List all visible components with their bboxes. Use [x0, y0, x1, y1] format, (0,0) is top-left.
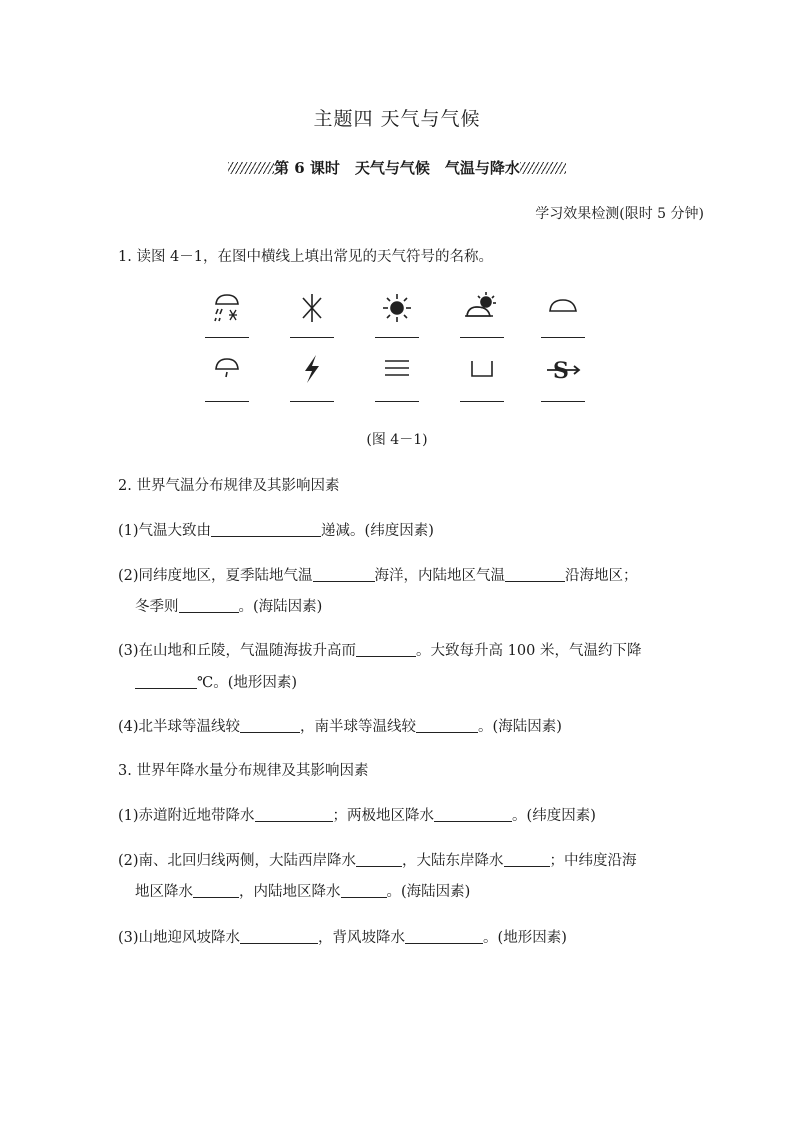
answer-line-6[interactable] — [205, 401, 249, 402]
answer-line-9[interactable] — [460, 401, 504, 402]
blank[interactable] — [341, 896, 387, 898]
answer-line-4[interactable] — [460, 337, 504, 338]
frost-icon — [290, 286, 334, 330]
subtitle-text: 第 6 课时 天气与气候 气温与降水 — [274, 159, 520, 177]
hatch-decoration-right — [520, 162, 566, 174]
page-title: 主题四 天气与气候 — [313, 108, 481, 130]
sandstorm-icon — [541, 347, 585, 391]
q3-item-2-cont: 地区降水 ，内陆地区降水 。(海陆因素) — [135, 884, 471, 900]
q3-item-2: (2)南、北回归线两侧，大陆西岸降水 ，大陆东岸降水 ；中纬度沿海 — [118, 853, 637, 869]
answer-line-10[interactable] — [541, 401, 585, 402]
q2-item-2-cont: 冬季则 。(海陆因素) — [135, 599, 323, 615]
time-limit-note: 学习效果检测(限时 5 分钟) — [535, 206, 704, 222]
blank[interactable] — [356, 655, 416, 657]
q2-item-1: (1)气温大致由 递减。(纬度因素) — [118, 523, 434, 539]
figure-caption: (图 4－1) — [366, 432, 428, 448]
q2-stem: 2. 世界气温分布规律及其影响因素 — [118, 478, 340, 494]
blank[interactable] — [135, 687, 197, 689]
blank[interactable] — [416, 731, 478, 733]
blank[interactable] — [356, 865, 402, 867]
blank[interactable] — [240, 942, 318, 944]
q2-item-4: (4)北半球等温线较 ，南半球等温线较 。(海陆因素) — [118, 719, 562, 735]
partly-cloudy-icon — [460, 286, 504, 330]
answer-line-2[interactable] — [290, 337, 334, 338]
fog-icon — [375, 347, 419, 391]
blank[interactable] — [434, 820, 512, 822]
q2-item-2: (2)同纬度地区，夏季陆地气温 海洋，内陆地区气温 沿海地区； — [118, 568, 638, 584]
blank[interactable] — [240, 731, 300, 733]
lightning-icon — [290, 347, 334, 391]
answer-line-1[interactable] — [205, 337, 249, 338]
blank[interactable] — [504, 865, 550, 867]
answer-line-7[interactable] — [290, 401, 334, 402]
blank[interactable] — [193, 896, 239, 898]
q3-item-3: (3)山地迎风坡降水 ，背风坡降水 。(地形因素) — [118, 930, 567, 946]
blank[interactable] — [313, 580, 375, 582]
blank[interactable] — [255, 820, 333, 822]
q3-item-1: (1)赤道附近地带降水 ；两极地区降水 。(纬度因素) — [118, 808, 596, 824]
blank[interactable] — [211, 535, 321, 537]
blank[interactable] — [405, 942, 483, 944]
q3-stem: 3. 世界年降水量分布规律及其影响因素 — [118, 763, 369, 779]
svg-text:S: S — [553, 358, 569, 384]
rain-snow-icon — [205, 286, 249, 330]
dust-icon — [460, 347, 504, 391]
q2-item-3: (3)在山地和丘陵，气温随海拔升高而 。大致每升高 100 米，气温约下降 — [118, 643, 642, 659]
blank[interactable] — [505, 580, 565, 582]
answer-line-3[interactable] — [375, 337, 419, 338]
q2-item-3-cont: ℃。(地形因素) — [135, 671, 297, 692]
light-rain-icon — [205, 347, 249, 391]
answer-line-8[interactable] — [375, 401, 419, 402]
blank[interactable] — [179, 611, 239, 613]
answer-line-5[interactable] — [541, 337, 585, 338]
hatch-decoration-left — [228, 162, 274, 174]
lesson-subtitle — [0, 157, 794, 178]
cloud-icon — [541, 286, 585, 330]
q1-stem: 1. 读图 4－1，在图中横线上填出常见的天气符号的名称。 — [118, 249, 494, 265]
sun-icon — [375, 286, 419, 330]
